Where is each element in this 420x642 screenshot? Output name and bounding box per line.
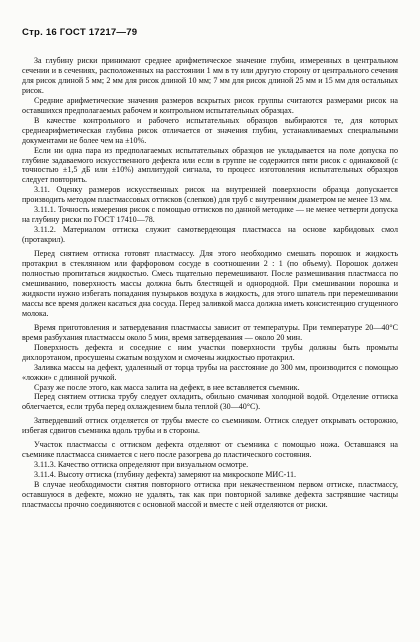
paragraph-repeat-impression: В случае необходимости снятия повторного оттиска при некачественном первом оттиске, пластмассу, оставшуюся в дефекте, можно не удалять, так как при повторной заливке дефекта застрявшие частицы пластмассы прочно соединяются с основной массой и вместе с ней отделяются от риски. <box>22 480 398 509</box>
paragraph-section-3-11-2: 3.11.2. Материалом оттиска служит самотвердеющая пластмасса на основе карбидовых смол (протакрил). <box>22 225 398 245</box>
paragraph-cooling: Перед снятием оттиска трубу следует охладить, обильно смачивая холодной водой. Отделение оттиска облегчается, если труба перед охлаждением была теплой (30—40°С). <box>22 392 398 412</box>
paragraph-prepare-plastic: Перед снятием оттиска готовят пластмассу. Для этого необходимо смешать порошок и жидкость протакрил в стеклянном или фарфоровом сосуде в соотношении 2 : 1 (по объему). Порошок должен полностью пропитаться жидкостью. Смесь тщательно перемешивают. После размешивания пластмасса по смешиванию, поверхность массы должна быть блестящей и однородной. При смешивании порошка и жидкости нужно избегать попадания пузырьков воздуха в жидкость, для этого шпатель при перемешивании массы все время должен касаться дна сосуда. Перед заливкой масса должна иметь консистенцию сгущенного молока. <box>22 249 398 318</box>
paragraph-removal: Затвердевший оттиск отделяется от трубы вместе со съемником. Оттиск следует открывать осторожно, избегая сдвигов съемника вдоль трубы и в стороны. <box>22 416 398 436</box>
paragraph-surface-preparation: Поверхность дефекта и соседние с ним участки поверхности трубы должны быть промыты дихлорэтаном, просушены сжатым воздухом и смочены жидкостью протакрил. <box>22 342 398 362</box>
document-body <box>22 56 398 510</box>
paragraph-separation: Участок пластмассы с оттиском дефекта отделяют от съемника с помощью ножа. Оставшаяся на съемнике пластмасса снимается с него после разогрева до пластического состояния. <box>22 440 398 460</box>
paragraph-depth-definition: За глубину риски принимают среднее арифметическое значение глубин, измеренных в центральном сечении и в сечениях, расположенных на расстоянии 1 мм в ту или другую сторону от центрального сечения для рисок длиной 5 мм; 2 мм для рисок длиной 10 мм; 7 мм для рисок длиной 25 мм и 15 мм для остальных рисок. <box>22 56 398 95</box>
paragraph-section-3-11-4: 3.11.4. Высоту оттиска (глубину дефекта) замеряют на микроскопе МИС-11. <box>34 470 297 480</box>
page-header: Стр. 16 ГОСТ 17217—79 <box>22 27 138 38</box>
paragraph-section-3-11: 3.11. Оценку размеров искусственных рисок на внутренней поверхности образца допускается производить методом пластмассовых оттисков (слепков) для труб с внутренним диаметром не менее 13 мм. <box>22 185 398 205</box>
paragraph-average-values: Средние арифметические значения размеров вскрытых рисок группы считаются размерами рисок на оставшихся предполагаемых рабочем и контрольном испытательных образцах. <box>22 95 398 115</box>
paragraph-section-3-11-3: 3.11.3. Качество оттиска определяют при визуальном осмотре. <box>34 460 249 470</box>
paragraph-sample-selection: В качестве контрольного и рабочего испытательных образцов выбираются те, для которых среднеарифметическая глубина рисок отличается от значения глубин, устанавливаемых специальными документами не более чем на ±10%. <box>22 115 398 145</box>
paragraph-curing-time: Время приготовления и затвердевания пластмассы зависит от температуры. При температуре 20—40°С время разбухания пластмассы около 5 мин, время затвердевания — около 20 мин. <box>22 322 398 342</box>
paragraph-pouring: Заливка массы на дефект, удаленный от торца трубы на расстояние до 300 мм, производится с помощью «ложки» с длинной ручкой. <box>22 362 398 382</box>
paragraph-repeat-process: Если ни одна пара из предполагаемых испытательных образцов не укладывается на поле допуска по глубине задаваемого искусственного дефекта или если в группе не содержится пяти рисок с одинаковой (с точностью ±1,5 дБ или ±10%) амплитудой сигнала, то процесс изготовления испытательных образцов следует повторить. <box>22 145 398 185</box>
paragraph-insert-extractor: Сразу же после этого, как масса залита на дефект, в нее вставляется съемник. <box>34 382 300 392</box>
paragraph-section-3-11-1: 3.11.1. Точность измерения рисок с помощью оттисков по данной методике — не менее четверти допуска на глубину риски по ГОСТ 17410—78. <box>22 205 398 225</box>
